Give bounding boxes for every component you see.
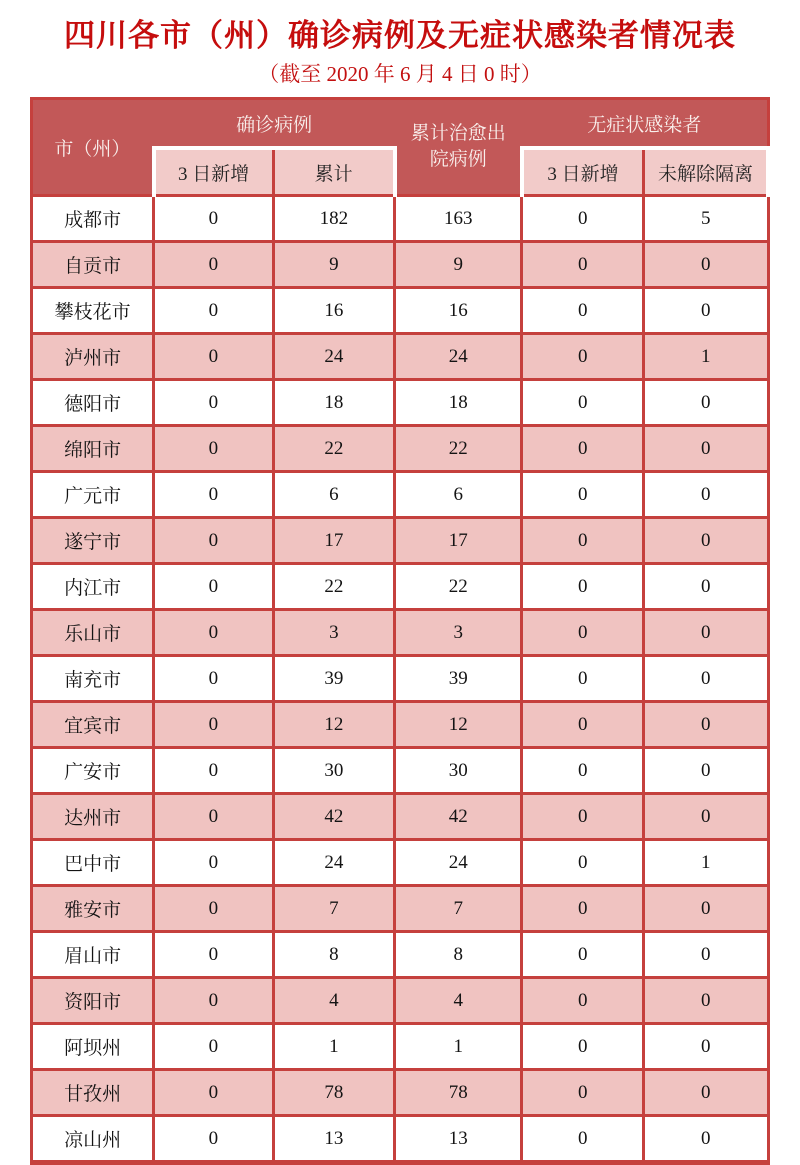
col-header-city: 市（州） (32, 99, 154, 196)
confirmed-total-cell: 182 (273, 196, 395, 242)
confirmed-total-cell: 18 (273, 380, 395, 426)
page-title: 四川各市（州）确诊病例及无症状感染者情况表 (64, 18, 736, 53)
asym-new-cell: 0 (522, 794, 644, 840)
cured-total-cell: 7 (395, 886, 522, 932)
table-row (32, 656, 769, 702)
city-cell: 内江市 (32, 564, 154, 610)
sub-header-confirmed-total: 累计 (273, 148, 395, 196)
table-row (32, 886, 769, 932)
asym-quarantine-cell: 1 (644, 334, 769, 380)
city-cell: 乐山市 (32, 610, 154, 656)
cured-total-cell: 4 (395, 978, 522, 1024)
city-cell: 雅安市 (32, 886, 154, 932)
asym-quarantine-cell: 0 (644, 564, 769, 610)
confirmed-new-cell: 0 (154, 610, 273, 656)
confirmed-new-cell: 0 (154, 426, 273, 472)
confirmed-total-cell: 24 (273, 334, 395, 380)
asym-new-cell: 0 (522, 1070, 644, 1116)
table-row (32, 242, 769, 288)
table-row (32, 472, 769, 518)
asym-quarantine-cell: 0 (644, 702, 769, 748)
asym-new-cell: 0 (522, 748, 644, 794)
asym-quarantine-cell: 0 (644, 748, 769, 794)
table-row (32, 1024, 769, 1070)
confirmed-new-cell: 0 (154, 334, 273, 380)
table-row (32, 702, 769, 748)
cured-total-cell: 12 (395, 702, 522, 748)
asym-quarantine-cell: 0 (644, 472, 769, 518)
confirmed-total-cell: 78 (273, 1070, 395, 1116)
cured-total-cell: 18 (395, 380, 522, 426)
table-header (32, 99, 769, 196)
confirmed-total-cell: 13 (273, 1116, 395, 1163)
cured-total-cell: 78 (395, 1070, 522, 1116)
confirmed-total-cell: 42 (273, 794, 395, 840)
report-page (0, 16, 800, 1151)
asym-quarantine-cell: 0 (644, 1070, 769, 1116)
confirmed-total-cell: 8 (273, 932, 395, 978)
confirmed-new-cell: 0 (154, 380, 273, 426)
page-subtitle: （截至 2020 年 6 月 4 日 0 时） (258, 62, 542, 86)
confirmed-new-cell: 0 (154, 840, 273, 886)
asym-new-cell: 0 (522, 656, 644, 702)
asym-new-cell: 0 (522, 242, 644, 288)
city-cell: 成都市 (32, 196, 154, 242)
city-cell: 凉山州 (32, 1116, 154, 1163)
confirmed-total-cell: 7 (273, 886, 395, 932)
asym-new-cell: 0 (522, 1024, 644, 1070)
confirmed-total-cell: 22 (273, 564, 395, 610)
confirmed-new-cell: 0 (154, 288, 273, 334)
asym-new-cell: 0 (522, 1116, 644, 1163)
confirmed-total-cell: 4 (273, 978, 395, 1024)
cured-total-cell: 30 (395, 748, 522, 794)
confirmed-new-cell: 0 (154, 518, 273, 564)
city-cell: 甘孜州 (32, 1070, 154, 1116)
confirmed-total-cell: 1 (273, 1024, 395, 1070)
asym-new-cell: 0 (522, 978, 644, 1024)
asym-quarantine-cell: 0 (644, 518, 769, 564)
asym-new-cell: 0 (522, 932, 644, 978)
table-row (32, 196, 769, 242)
city-cell: 攀枝花市 (32, 288, 154, 334)
cured-total-cell: 13 (395, 1116, 522, 1163)
confirmed-new-cell: 0 (154, 794, 273, 840)
confirmed-total-cell: 24 (273, 840, 395, 886)
asym-new-cell: 0 (522, 886, 644, 932)
confirmed-new-cell: 0 (154, 1024, 273, 1070)
asym-new-cell: 0 (522, 196, 644, 242)
sub-header-asym-new: 3 日新增 (522, 148, 644, 196)
asym-quarantine-cell: 0 (644, 288, 769, 334)
table-row (32, 288, 769, 334)
confirmed-new-cell: 0 (154, 242, 273, 288)
table-row (32, 426, 769, 472)
cured-total-cell: 16 (395, 288, 522, 334)
city-cell: 广元市 (32, 472, 154, 518)
asym-new-cell: 0 (522, 702, 644, 748)
asym-quarantine-cell: 0 (644, 932, 769, 978)
confirmed-new-cell: 0 (154, 932, 273, 978)
asym-quarantine-cell: 0 (644, 610, 769, 656)
group-header-row (32, 99, 769, 149)
table-body (32, 196, 769, 1163)
cured-total-cell: 39 (395, 656, 522, 702)
city-cell: 南充市 (32, 656, 154, 702)
asym-quarantine-cell: 0 (644, 426, 769, 472)
confirmed-total-cell: 3 (273, 610, 395, 656)
asym-new-cell: 0 (522, 426, 644, 472)
confirmed-new-cell: 0 (154, 748, 273, 794)
confirmed-total-cell: 17 (273, 518, 395, 564)
col-header-asymptomatic: 无症状感染者 (522, 99, 768, 149)
confirmed-new-cell: 0 (154, 564, 273, 610)
asym-new-cell: 0 (522, 472, 644, 518)
asym-quarantine-cell: 0 (644, 1116, 769, 1163)
cured-total-cell: 9 (395, 242, 522, 288)
asym-new-cell: 0 (522, 518, 644, 564)
cured-total-cell: 17 (395, 518, 522, 564)
city-cell: 巴中市 (32, 840, 154, 886)
confirmed-total-cell: 6 (273, 472, 395, 518)
table-row (32, 518, 769, 564)
cases-table (30, 97, 770, 1165)
confirmed-total-cell: 22 (273, 426, 395, 472)
cured-total-cell: 22 (395, 426, 522, 472)
asym-new-cell: 0 (522, 380, 644, 426)
table-row (32, 334, 769, 380)
asym-quarantine-cell: 1 (644, 840, 769, 886)
city-cell: 资阳市 (32, 978, 154, 1024)
asym-quarantine-cell: 0 (644, 1024, 769, 1070)
asym-quarantine-cell: 0 (644, 242, 769, 288)
confirmed-total-cell: 12 (273, 702, 395, 748)
asym-new-cell: 0 (522, 610, 644, 656)
table-row (32, 1070, 769, 1116)
cured-total-cell: 1 (395, 1024, 522, 1070)
confirmed-total-cell: 9 (273, 242, 395, 288)
asym-quarantine-cell: 0 (644, 656, 769, 702)
table-row (32, 978, 769, 1024)
city-cell: 遂宁市 (32, 518, 154, 564)
confirmed-new-cell: 0 (154, 196, 273, 242)
city-cell: 宜宾市 (32, 702, 154, 748)
asym-new-cell: 0 (522, 334, 644, 380)
asym-quarantine-cell: 0 (644, 794, 769, 840)
confirmed-new-cell: 0 (154, 472, 273, 518)
table-row (32, 840, 769, 886)
confirmed-new-cell: 0 (154, 702, 273, 748)
cured-total-cell: 42 (395, 794, 522, 840)
confirmed-new-cell: 0 (154, 978, 273, 1024)
confirmed-new-cell: 0 (154, 1070, 273, 1116)
sub-header-confirmed-new: 3 日新增 (154, 148, 273, 196)
table-row (32, 794, 769, 840)
cured-total-cell: 3 (395, 610, 522, 656)
confirmed-total-cell: 30 (273, 748, 395, 794)
asym-quarantine-cell: 0 (644, 380, 769, 426)
cured-total-cell: 24 (395, 840, 522, 886)
table-row (32, 380, 769, 426)
table-row (32, 1116, 769, 1163)
city-cell: 德阳市 (32, 380, 154, 426)
city-cell: 眉山市 (32, 932, 154, 978)
table-row (32, 932, 769, 978)
cured-total-cell: 22 (395, 564, 522, 610)
table-row (32, 564, 769, 610)
cured-total-cell: 163 (395, 196, 522, 242)
table-row (32, 610, 769, 656)
city-cell: 广安市 (32, 748, 154, 794)
asym-new-cell: 0 (522, 564, 644, 610)
cured-total-cell: 8 (395, 932, 522, 978)
city-cell: 达州市 (32, 794, 154, 840)
sub-header-asym-quarantine: 未解除隔离 (644, 148, 769, 196)
city-cell: 绵阳市 (32, 426, 154, 472)
city-cell: 阿坝州 (32, 1024, 154, 1070)
cured-total-cell: 24 (395, 334, 522, 380)
city-cell: 自贡市 (32, 242, 154, 288)
confirmed-new-cell: 0 (154, 1116, 273, 1163)
col-header-confirmed: 确诊病例 (154, 99, 395, 149)
table-row (32, 748, 769, 794)
confirmed-total-cell: 16 (273, 288, 395, 334)
city-cell: 泸州市 (32, 334, 154, 380)
confirmed-new-cell: 0 (154, 886, 273, 932)
asym-new-cell: 0 (522, 840, 644, 886)
asym-quarantine-cell: 5 (644, 196, 769, 242)
confirmed-new-cell: 0 (154, 656, 273, 702)
cured-total-cell: 6 (395, 472, 522, 518)
confirmed-total-cell: 39 (273, 656, 395, 702)
asym-new-cell: 0 (522, 288, 644, 334)
asym-quarantine-cell: 0 (644, 978, 769, 1024)
col-header-cured: 累计治愈出院病例 (395, 99, 522, 196)
asym-quarantine-cell: 0 (644, 886, 769, 932)
